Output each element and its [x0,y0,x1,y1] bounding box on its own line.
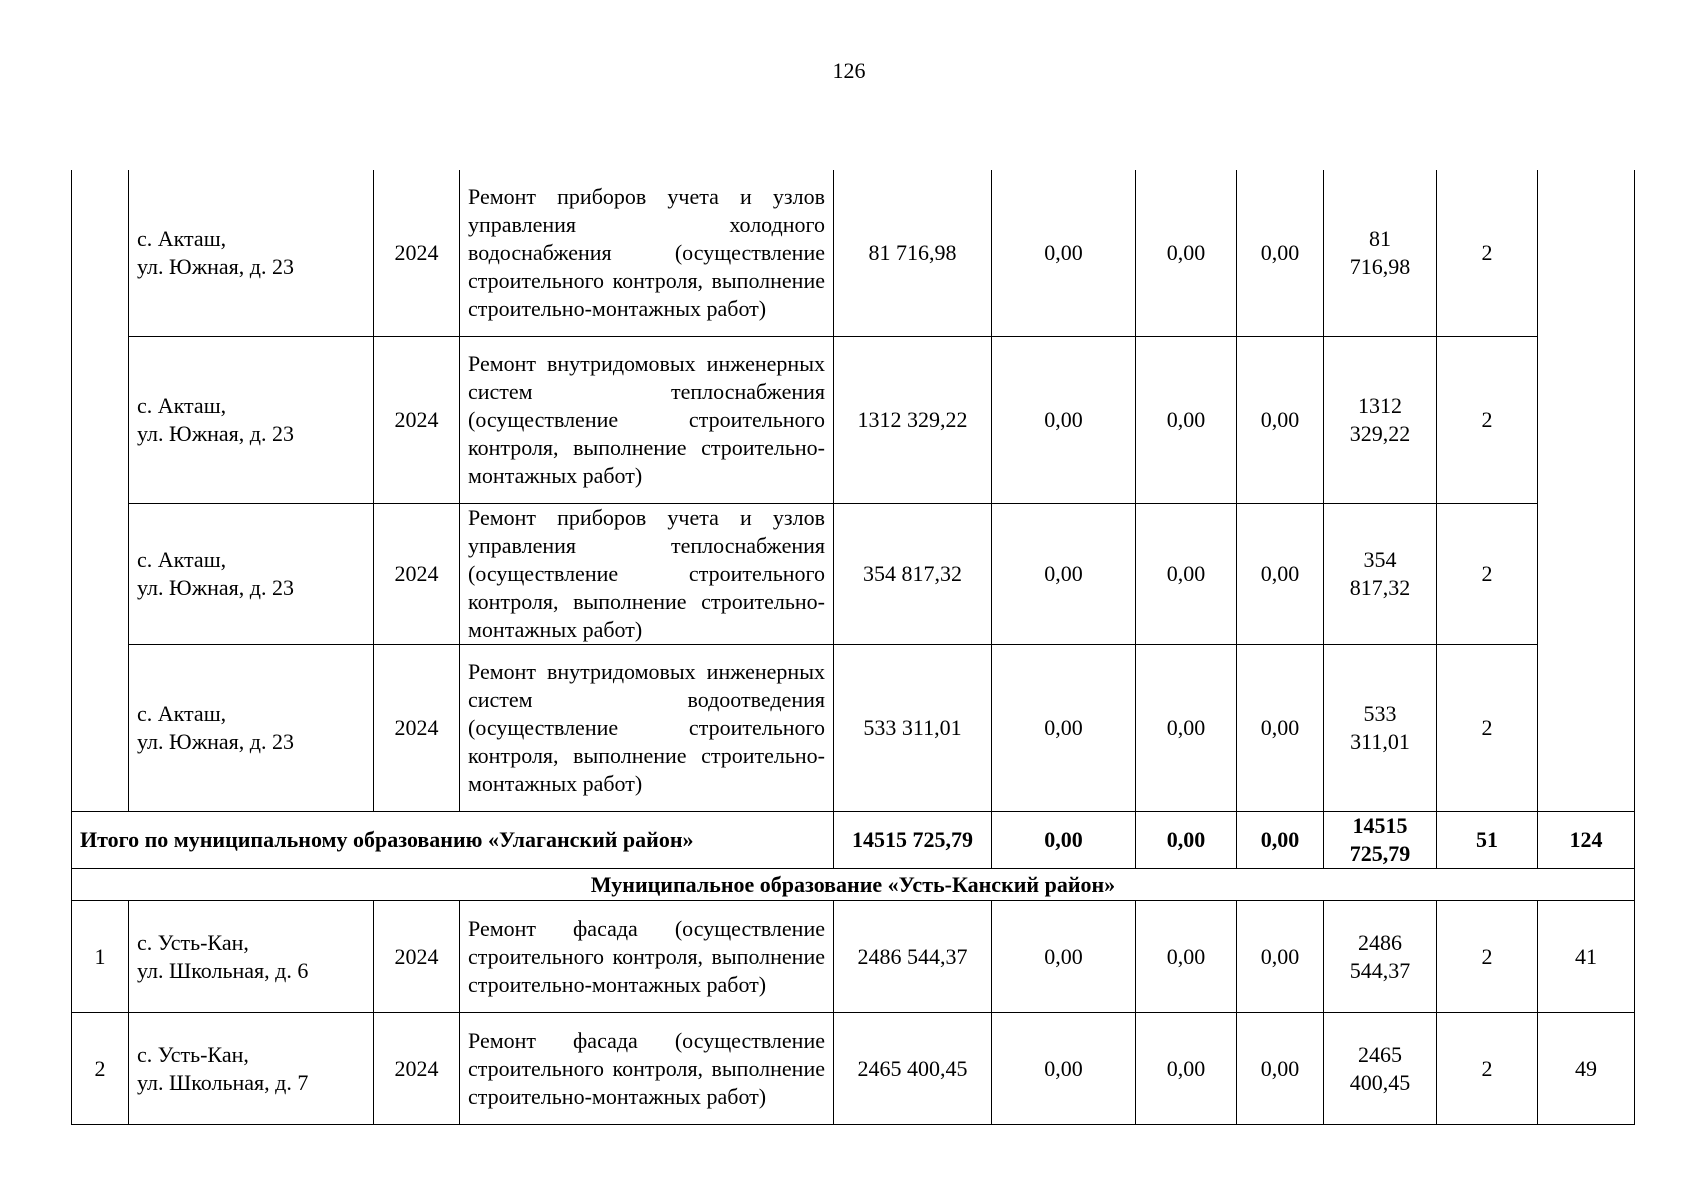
capital-repair-table [71,170,1635,1125]
cost-cell: 0,00 [1136,170,1237,337]
cost-cell: 0,00 [1237,170,1324,337]
cost-cell: 0,00 [1136,1013,1237,1125]
cost-cell: 0,00 [1237,812,1324,869]
total-label: Итого по муниципальному образованию «Улаганский район» [72,812,834,869]
house-count-cell [1538,170,1635,812]
cost-cell: 0,00 [992,645,1136,812]
count-cell: 2 [1437,901,1538,1013]
owner-funds-cell: 14515 725,79 [1324,812,1437,869]
house-count-cell: 49 [1538,1013,1635,1125]
count-cell: 2 [1437,1013,1538,1125]
total-cost-cell: 354 817,32 [834,504,992,645]
total-cost-cell: 81 716,98 [834,170,992,337]
row-number-cell [72,170,129,812]
work-description-cell: Ремонт фасада (осуществление строительного контроля, выполнение строительно-монтажных работ) [460,1013,834,1125]
house-count-cell: 41 [1538,901,1635,1013]
table-row [72,645,1635,812]
address-cell: с. Усть-Кан, ул. Школьная, д. 6 [129,901,374,1013]
cost-cell: 0,00 [1237,645,1324,812]
table-row [72,337,1635,504]
cost-cell: 0,00 [992,504,1136,645]
cost-cell: 0,00 [1136,812,1237,869]
table-row [72,504,1635,645]
total-cost-cell: 2486 544,37 [834,901,992,1013]
address-cell: с. Акташ, ул. Южная, д. 23 [129,170,374,337]
year-cell: 2024 [374,1013,460,1125]
cost-cell: 0,00 [992,812,1136,869]
cost-cell: 0,00 [1136,337,1237,504]
total-cost-cell: 1312 329,22 [834,337,992,504]
table-row [72,901,1635,1013]
cost-cell: 0,00 [992,337,1136,504]
row-number-cell: 1 [72,901,129,1013]
cost-cell: 0,00 [992,901,1136,1013]
table-row [72,170,1635,337]
year-cell: 2024 [374,901,460,1013]
cost-cell: 0,00 [1237,504,1324,645]
cost-cell: 0,00 [1237,901,1324,1013]
work-description-cell: Ремонт приборов учета и узлов управления теплоснабжения (осуществление строительного контроля, выполнение строительно-монтажных работ) [460,504,834,645]
cost-cell: 0,00 [992,1013,1136,1125]
cost-cell: 0,00 [1136,901,1237,1013]
table-row [72,1013,1635,1125]
year-cell: 2024 [374,504,460,645]
count-cell: 2 [1437,504,1538,645]
owner-funds-cell: 354 817,32 [1324,504,1437,645]
total-cost-cell: 533 311,01 [834,645,992,812]
owner-funds-cell: 81 716,98 [1324,170,1437,337]
total-cost-cell: 14515 725,79 [834,812,992,869]
count-cell: 51 [1437,812,1538,869]
work-description-cell: Ремонт внутридомовых инженерных систем теплоснабжения (осуществление строительного контроля, выполнение строительно-монтажных работ) [460,337,834,504]
count-cell: 2 [1437,645,1538,812]
house-count-cell: 124 [1538,812,1635,869]
address-cell: с. Акташ, ул. Южная, д. 23 [129,645,374,812]
cost-cell: 0,00 [1237,337,1324,504]
cost-cell: 0,00 [1136,645,1237,812]
work-description-cell: Ремонт внутридомовых инженерных систем водоотведения (осуществление строительного контроля, выполнение строительно-монтажных работ) [460,645,834,812]
year-cell: 2024 [374,337,460,504]
page-number: 126 [832,58,866,83]
year-cell: 2024 [374,645,460,812]
owner-funds-cell: 1312 329,22 [1324,337,1437,504]
count-cell: 2 [1437,170,1538,337]
section-header-row [72,869,1635,901]
owner-funds-cell: 2486 544,37 [1324,901,1437,1013]
owner-funds-cell: 533 311,01 [1324,645,1437,812]
address-cell: с. Усть-Кан, ул. Школьная, д. 7 [129,1013,374,1125]
cost-cell: 0,00 [1237,1013,1324,1125]
year-cell: 2024 [374,170,460,337]
cost-cell: 0,00 [992,170,1136,337]
count-cell: 2 [1437,337,1538,504]
address-cell: с. Акташ, ул. Южная, д. 23 [129,504,374,645]
work-description-cell: Ремонт приборов учета и узлов управления холодного водоснабжения (осуществление строительного контроля, выполнение строительно-монтажных работ) [460,170,834,337]
cost-cell: 0,00 [1136,504,1237,645]
section-title: Муниципальное образование «Усть-Канский район» [72,869,1635,901]
total-cost-cell: 2465 400,45 [834,1013,992,1125]
work-description-cell: Ремонт фасада (осуществление строительного контроля, выполнение строительно-монтажных работ) [460,901,834,1013]
row-number-cell: 2 [72,1013,129,1125]
owner-funds-cell: 2465 400,45 [1324,1013,1437,1125]
total-row [72,812,1635,869]
address-cell: с. Акташ, ул. Южная, д. 23 [129,337,374,504]
